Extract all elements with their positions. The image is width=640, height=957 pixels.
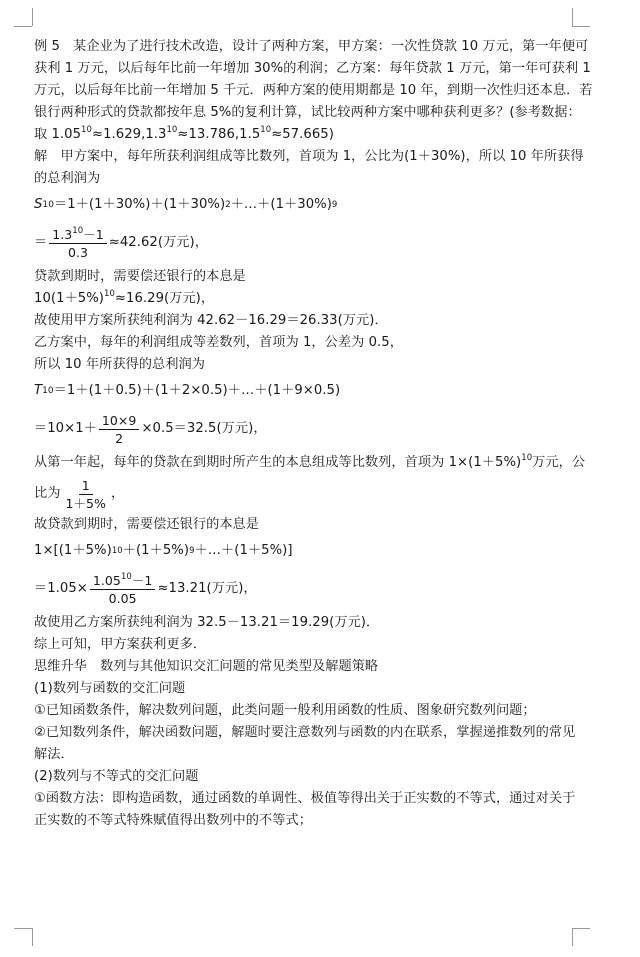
crop-mark-bottom-left-v — [32, 928, 33, 946]
problem-line: 例 5 某企业为了进行技术改造，设计了两种方案，甲方案：一次性贷款 10 万元，第一年便可 — [34, 39, 589, 54]
document-body — [34, 36, 616, 832]
solution-line: 从第一年起，每年的贷款在到期时所产生的本息组成等比数列，首项为 $1\times(1+5\%)^{10}$万元，公 — [34, 453, 586, 470]
summary-section-title: (2)数列与不等式的交汇问题 — [34, 769, 199, 784]
formula-s10-fraction: ＝ $\frac{1.3^{10}-1}{0.3}$ ≈42.62(万元)， — [34, 225, 208, 260]
crop-mark-bottom-left — [14, 928, 32, 929]
crop-mark-top-right-v — [572, 8, 573, 26]
formula-loan-b-fraction: ＝1.05× $\frac{1.05^{10}-1}{0.05}$ ≈13.21(万元)， — [34, 571, 257, 606]
summary-item: 解法． — [34, 747, 74, 762]
summary-heading: 思维升华 数列与其他知识交汇问题的常见类型及解题策略 — [34, 659, 379, 674]
formula-loan-b: 1×[(1＋5%) 10 ＋(1＋5%) 9 ＋…＋(1＋5%)] — [34, 543, 293, 558]
problem-line: 银行两种形式的贷款都按年息 5%的复利计算，试比较两种方案中哪种获利更多？(参考数据： — [34, 105, 581, 120]
formula-ratio: 比为 $\frac{1}{1+5\%}$ ， — [34, 477, 125, 511]
solution-line: 所以 10 年所获得的总利润为 — [34, 357, 205, 372]
solution-line: 故使用甲方案所获纯利润为 42.62－16.29＝26.33(万元)． — [34, 313, 388, 328]
crop-mark-top-left — [14, 26, 32, 27]
solution-line: 综上可知，甲方案获利更多． — [34, 637, 207, 652]
solution-line: 解 甲方案中，每年所获利润组成等比数列，首项为 1，公比为(1＋30%)，所以 10 年所获得 — [34, 149, 584, 164]
crop-mark-top-right — [572, 26, 590, 27]
formula-s10: S 10 ＝1＋(1＋30%)＋(1＋30%) 2 ＋…＋(1＋30%) 9 — [34, 197, 338, 212]
solution-line: 的总利润为 — [34, 171, 101, 186]
solution-line: 故使用乙方案所获纯利润为 32.5－13.21＝19.29(万元)． — [34, 615, 380, 630]
fraction: $\frac{1}{1+5\%}$ — [65, 477, 106, 511]
fraction: $\frac{1.3^{10}-1}{0.3}$ — [49, 226, 107, 261]
formula-loan-a: $10(1+5\%)^{10}\approx 16.29$(万元)， — [34, 289, 215, 306]
solution-line: 故贷款到期时，需要偿还银行的本息是 — [34, 517, 260, 532]
summary-item: 正实数的不等式特殊赋值得出数列中的不等式； — [34, 813, 312, 828]
problem-line: 获利 1 万元，以后每年比前一年增加 30%的利润；乙方案：每年贷款 1 万元，第一年可获利 1 — [34, 61, 591, 76]
formula-t10-fraction: ＝10×1＋ $\frac{10\times 9}{2}$ ×0.5＝32.5(万元)， — [34, 412, 267, 446]
summary-section-title: (1)数列与函数的交汇问题 — [34, 681, 186, 696]
problem-line: 万元，以后每年比前一年增加 5 千元．两种方案的使用期都是 10 年，到期一次性归还本息．若 — [34, 83, 593, 98]
crop-mark-bottom-right-v — [572, 928, 573, 946]
fraction: $\frac{10\times 9}{2}$ — [99, 412, 140, 447]
solution-line: 乙方案中，每年的利润组成等差数列，首项为 1，公差为 0.5， — [34, 335, 403, 350]
reference-data: 取 $1.05^{10}\approx 1.629,1.3^{10}\approx 13.786,1.5^{10}\approx 57.665$) — [34, 125, 334, 142]
summary-item: ①函数方法：即构造函数，通过函数的单调性、极值等得出关于正实数的不等式，通过对关于 — [34, 791, 576, 806]
fraction: $\frac{1.05^{10}-1}{0.05}$ — [90, 572, 156, 607]
summary-item: ①已知函数条件，解决数列问题，此类问题一般利用函数的性质、图象研究数列问题； — [34, 703, 536, 718]
formula-t10: T 10 ＝1＋(1＋0.5)＋(1＋2×0.5)＋…＋(1＋9×0.5) — [34, 383, 341, 398]
crop-mark-top-left-v — [32, 8, 33, 26]
summary-item: ②已知数列条件，解决函数问题，解题时要注意数列与函数的内在联系，掌握递推数列的常见 — [34, 725, 576, 740]
crop-mark-bottom-right — [572, 928, 590, 929]
solution-line: 贷款到期时，需要偿还银行的本息是 — [34, 269, 246, 284]
